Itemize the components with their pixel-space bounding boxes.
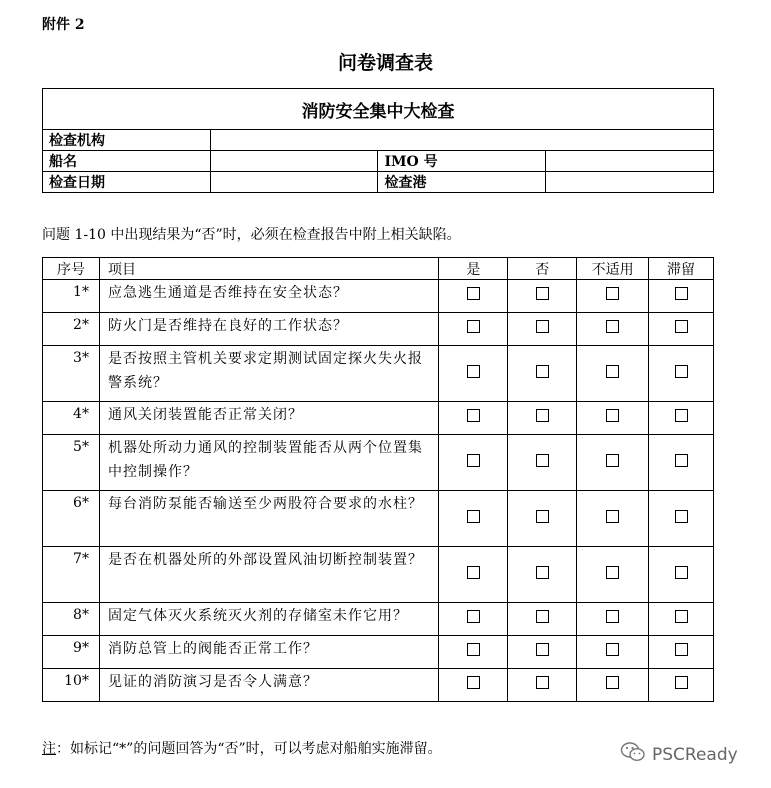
checkbox-not-applicable[interactable] — [606, 566, 619, 579]
answer-cell-no — [508, 636, 577, 669]
answer-cell-not-applicable — [577, 435, 649, 491]
answer-cell-not-applicable — [577, 603, 649, 636]
question-row — [43, 491, 714, 547]
answer-cell-not-applicable — [577, 346, 649, 402]
answer-cell-yes — [439, 669, 508, 702]
checkbox-no[interactable] — [536, 510, 549, 523]
annex-label: 附件 2 — [42, 17, 85, 33]
question-row — [43, 636, 714, 669]
footnote-text: ：如标记“*”的问题回答为“否”时，可以考虑对船舶实施滞留。 — [56, 741, 442, 757]
checkbox-no[interactable] — [536, 454, 549, 467]
inspection-date-field[interactable] — [210, 172, 378, 193]
checkbox-no[interactable] — [536, 643, 549, 656]
header-yes: 是 — [439, 258, 508, 280]
checkbox-detention[interactable] — [675, 510, 688, 523]
question-number: 5* — [43, 435, 100, 491]
imo-label: IMO 号 — [378, 151, 546, 172]
ship-name-label: 船名 — [43, 151, 211, 172]
question-row — [43, 346, 714, 402]
checkbox-not-applicable[interactable] — [606, 643, 619, 656]
checkbox-detention[interactable] — [675, 287, 688, 300]
checkbox-detention[interactable] — [675, 365, 688, 378]
question-text: 防火门是否维持在良好的工作状态？ — [99, 313, 438, 346]
wechat-icon — [620, 741, 646, 768]
checkbox-not-applicable[interactable] — [606, 454, 619, 467]
answer-cell-no — [508, 669, 577, 702]
inspection-info-table — [42, 88, 714, 193]
answer-cell-not-applicable — [577, 669, 649, 702]
checkbox-detention[interactable] — [675, 566, 688, 579]
answer-cell-no — [508, 402, 577, 435]
checkbox-not-applicable[interactable] — [606, 365, 619, 378]
question-row — [43, 547, 714, 603]
footnote — [42, 738, 442, 758]
header-no: 否 — [508, 258, 577, 280]
checkbox-not-applicable[interactable] — [606, 610, 619, 623]
answer-cell-no — [508, 435, 577, 491]
header-item: 项目 — [99, 258, 438, 280]
answer-cell-no — [508, 547, 577, 603]
answer-cell-yes — [439, 603, 508, 636]
answer-cell-detention — [649, 636, 714, 669]
checkbox-yes[interactable] — [467, 409, 480, 422]
question-number: 1* — [43, 280, 100, 313]
question-text: 每台消防泵能否输送至少两股符合要求的水柱？ — [99, 491, 438, 547]
checkbox-detention[interactable] — [675, 676, 688, 689]
question-number: 3* — [43, 346, 100, 402]
answer-cell-yes — [439, 491, 508, 547]
instruction-text: 问题 1-10 中出现结果为“否”时，必须在检查报告中附上相关缺陷。 — [42, 227, 461, 243]
checkbox-not-applicable[interactable] — [606, 287, 619, 300]
imo-field[interactable] — [546, 151, 714, 172]
inspection-port-label: 检查港 — [378, 172, 546, 193]
answer-cell-no — [508, 603, 577, 636]
answer-cell-detention — [649, 603, 714, 636]
page-title: 问卷调查表 — [337, 52, 433, 74]
header-number: 序号 — [43, 258, 100, 280]
question-text: 见证的消防演习是否令人满意？ — [99, 669, 438, 702]
answer-cell-not-applicable — [577, 636, 649, 669]
question-text: 是否在机器处所的外部设置风油切断控制装置？ — [99, 547, 438, 603]
answer-cell-not-applicable — [577, 491, 649, 547]
answer-cell-detention — [649, 346, 714, 402]
answer-cell-yes — [439, 435, 508, 491]
question-text: 应急逃生通道是否维持在安全状态？ — [99, 280, 438, 313]
checkbox-detention[interactable] — [675, 454, 688, 467]
inspection-port-field[interactable] — [546, 172, 714, 193]
question-row — [43, 402, 714, 435]
answer-cell-yes — [439, 547, 508, 603]
inspection-body-field[interactable] — [210, 130, 713, 151]
question-text: 机器处所动力通风的控制装置能否从两个位置集中控制操作？ — [99, 435, 438, 491]
checkbox-yes[interactable] — [467, 365, 480, 378]
answer-cell-not-applicable — [577, 313, 649, 346]
question-row — [43, 603, 714, 636]
checkbox-not-applicable[interactable] — [606, 510, 619, 523]
question-text: 固定气体灭火系统灭火剂的存储室未作它用？ — [99, 603, 438, 636]
checkbox-detention[interactable] — [675, 643, 688, 656]
checkbox-not-applicable[interactable] — [606, 409, 619, 422]
question-number: 8* — [43, 603, 100, 636]
answer-cell-not-applicable — [577, 547, 649, 603]
question-number: 9* — [43, 636, 100, 669]
question-number: 6* — [43, 491, 100, 547]
question-number: 7* — [43, 547, 100, 603]
answer-cell-detention — [649, 313, 714, 346]
question-row — [43, 313, 714, 346]
checkbox-yes[interactable] — [467, 320, 480, 333]
question-text: 消防总管上的阀能否正常工作？ — [99, 636, 438, 669]
inspection-body-label: 检查机构 — [43, 130, 211, 151]
answer-cell-not-applicable — [577, 402, 649, 435]
header-not-applicable: 不适用 — [577, 258, 649, 280]
answer-cell-yes — [439, 636, 508, 669]
question-row — [43, 435, 714, 491]
section-title: 消防安全集中大检查 — [43, 89, 714, 130]
answer-cell-yes — [439, 313, 508, 346]
footnote-prefix: 注 — [42, 741, 56, 757]
checkbox-detention[interactable] — [675, 320, 688, 333]
question-number: 2* — [43, 313, 100, 346]
answer-cell-detention — [649, 435, 714, 491]
checkbox-not-applicable[interactable] — [606, 676, 619, 689]
answer-cell-detention — [649, 280, 714, 313]
checkbox-not-applicable[interactable] — [606, 320, 619, 333]
checkbox-yes[interactable] — [467, 510, 480, 523]
answer-cell-detention — [649, 669, 714, 702]
checkbox-no[interactable] — [536, 409, 549, 422]
answer-cell-detention — [649, 547, 714, 603]
checkbox-no[interactable] — [536, 566, 549, 579]
checkbox-detention[interactable] — [675, 409, 688, 422]
questionnaire-table — [42, 257, 714, 702]
checkbox-yes[interactable] — [467, 566, 480, 579]
answer-cell-no — [508, 280, 577, 313]
answer-cell-yes — [439, 402, 508, 435]
checkbox-yes[interactable] — [467, 643, 480, 656]
answer-cell-not-applicable — [577, 280, 649, 313]
answer-cell-detention — [649, 402, 714, 435]
answer-cell-no — [508, 313, 577, 346]
ship-name-field[interactable] — [210, 151, 378, 172]
answer-cell-yes — [439, 280, 508, 313]
checkbox-no[interactable] — [536, 676, 549, 689]
checkbox-detention[interactable] — [675, 610, 688, 623]
question-number: 10* — [43, 669, 100, 702]
question-text: 通风关闭装置能否正常关闭？ — [99, 402, 438, 435]
answer-cell-no — [508, 346, 577, 402]
inspection-date-label: 检查日期 — [43, 172, 211, 193]
answer-cell-no — [508, 491, 577, 547]
checkbox-yes[interactable] — [467, 676, 480, 689]
question-row — [43, 280, 714, 313]
watermark-text: PSCReady — [652, 744, 738, 765]
question-text: 是否按照主管机关要求定期测试固定探火失火报警系统？ — [99, 346, 438, 402]
question-number: 4* — [43, 402, 100, 435]
checkbox-no[interactable] — [536, 287, 549, 300]
checkbox-yes[interactable] — [467, 454, 480, 467]
checkbox-yes[interactable] — [467, 610, 480, 623]
answer-cell-detention — [649, 491, 714, 547]
watermark — [620, 741, 738, 768]
question-row — [43, 669, 714, 702]
checkbox-no[interactable] — [536, 365, 549, 378]
header-detention: 滞留 — [649, 258, 714, 280]
checkbox-yes[interactable] — [467, 287, 480, 300]
checkbox-no[interactable] — [536, 320, 549, 333]
answer-cell-yes — [439, 346, 508, 402]
checkbox-no[interactable] — [536, 610, 549, 623]
